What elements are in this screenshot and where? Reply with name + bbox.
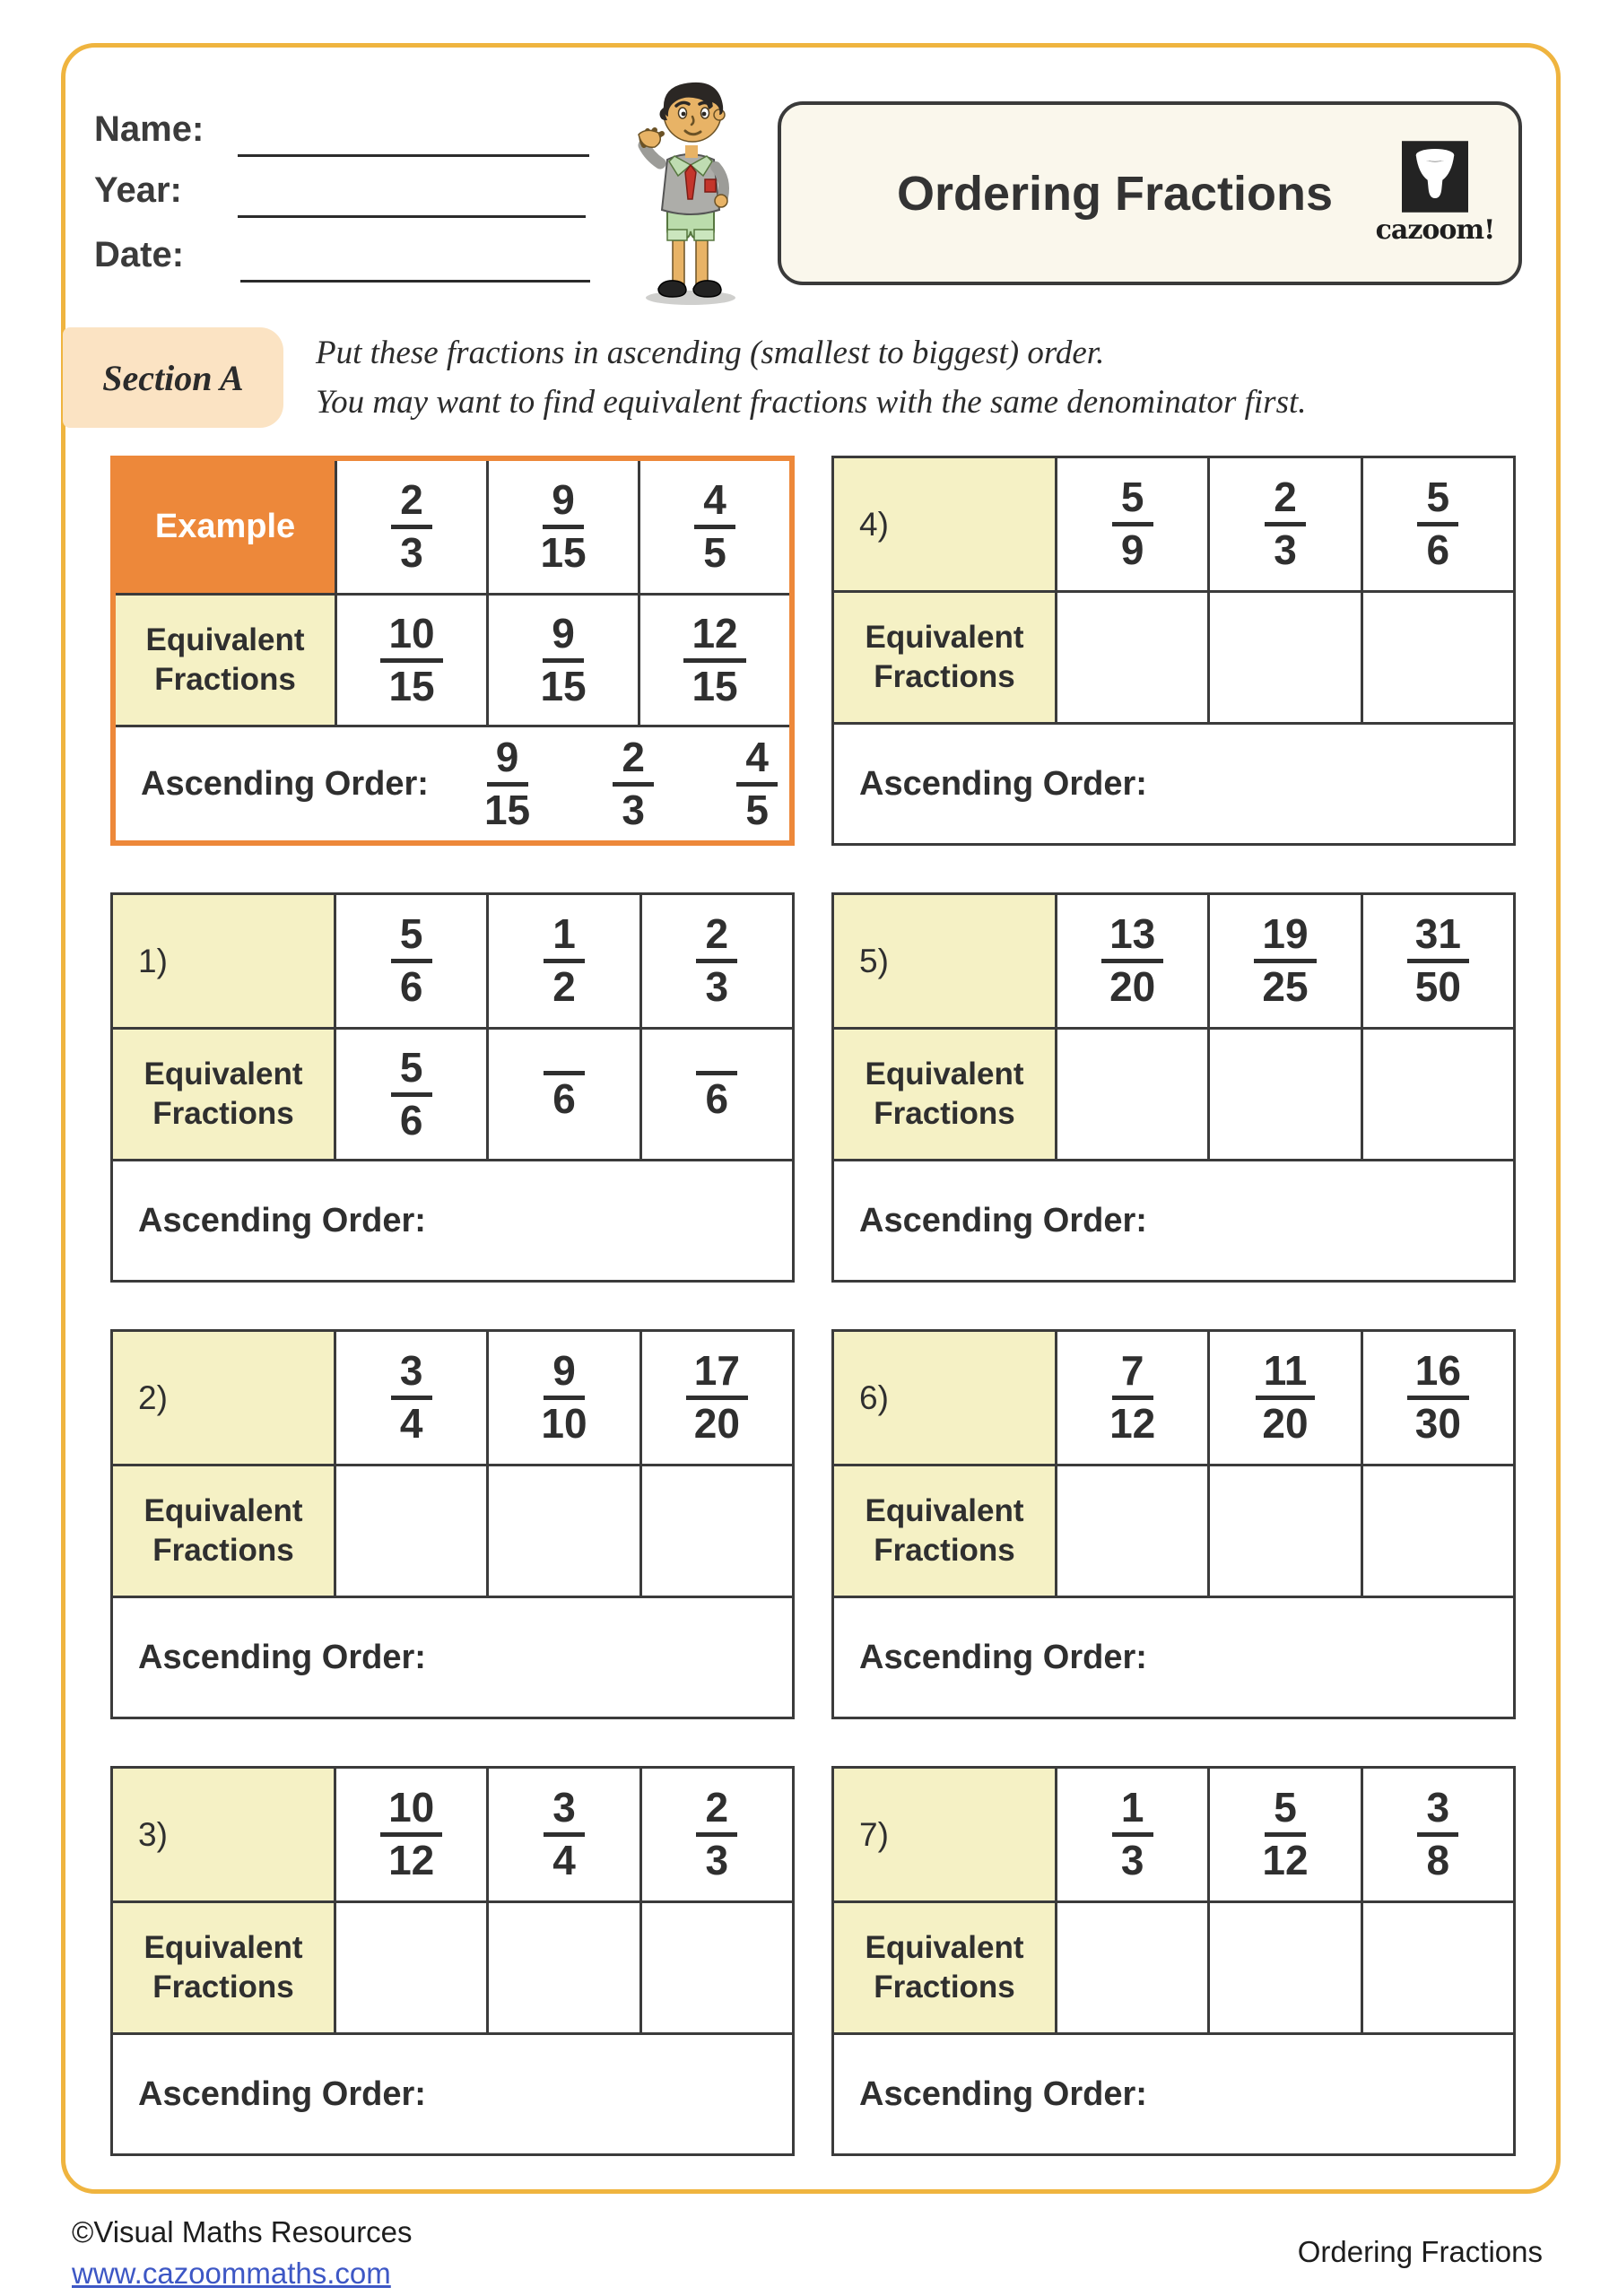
fraction-cell (1055, 1332, 1207, 1464)
fraction-cell (1055, 895, 1207, 1027)
ascending-order-label: Ascending Order: (859, 1638, 1147, 1676)
fraction-numerator: 9 (543, 479, 584, 529)
fraction (1254, 910, 1316, 1010)
instruction-line-2: You may want to find equivalent fractions with the same denominator first. (316, 384, 1307, 421)
fraction (1109, 1347, 1156, 1447)
ascending-order-row[interactable] (834, 722, 1513, 843)
fraction (613, 733, 654, 833)
equivalent-row (113, 1464, 792, 1596)
answer-cell[interactable] (1361, 593, 1513, 722)
equivalent-fractions-label: Equivalent Fractions (116, 596, 335, 725)
fraction-numerator (696, 1068, 737, 1075)
fraction (1417, 1784, 1458, 1883)
fraction (380, 1784, 442, 1883)
fraction-numerator: 5 (1417, 476, 1458, 526)
answer-cell[interactable] (639, 1903, 792, 2032)
fractions-row (834, 1769, 1513, 1900)
fraction-numerator: 16 (1407, 1350, 1469, 1400)
fraction-numerator: 31 (1407, 913, 1469, 963)
fraction-denominator: 50 (1414, 963, 1461, 1010)
ascending-order-answer (483, 733, 778, 833)
footer-doc-title: Ordering Fractions (1297, 2235, 1543, 2268)
fraction-numerator: 11 (1256, 1350, 1316, 1400)
fraction-numerator: 3 (391, 1350, 432, 1400)
answer-cell[interactable] (1055, 1466, 1207, 1596)
fraction-cell (639, 895, 792, 1027)
section-a-label: Section A (102, 357, 244, 398)
fraction-cell (486, 461, 638, 593)
fraction-denominator: 3 (622, 786, 645, 833)
year-line[interactable] (238, 215, 586, 218)
answer-cell[interactable] (1055, 1030, 1207, 1159)
fraction-denominator: 10 (541, 1400, 587, 1447)
ascending-order-label: Ascending Order: (859, 2074, 1147, 2113)
name-row (94, 106, 204, 152)
fraction (391, 1043, 432, 1144)
fraction-denominator: 15 (540, 529, 587, 576)
fraction (696, 910, 737, 1010)
fraction-cell (334, 895, 486, 1027)
equivalent-fractions-label: Equivalent Fractions (834, 1030, 1055, 1159)
fraction-denominator: 2 (552, 963, 576, 1010)
ascending-order-row[interactable] (834, 2032, 1513, 2153)
fraction-numerator: 4 (694, 479, 735, 529)
fraction-denominator: 20 (1262, 1400, 1309, 1447)
fraction (1417, 476, 1458, 572)
fraction-cell (1361, 1769, 1513, 1900)
fraction-denominator: 3 (1120, 1837, 1144, 1883)
fractions-row (113, 895, 792, 1027)
question-table-q6 (831, 1329, 1516, 1719)
fraction (483, 733, 531, 833)
fraction-denominator: 12 (1262, 1837, 1309, 1883)
fraction-numerator: 19 (1254, 913, 1316, 963)
fraction-denominator: 6 (399, 1096, 423, 1144)
question-number-label: 6) (834, 1332, 1055, 1464)
date-row (94, 231, 184, 278)
copyright-text: ©Visual Maths Resources (72, 2215, 413, 2248)
fraction-denominator: 3 (1274, 526, 1297, 573)
fraction (544, 1784, 585, 1883)
answer-cell[interactable] (1361, 1466, 1513, 1596)
fraction-cell (639, 1769, 792, 1900)
equivalent-row (116, 593, 789, 725)
fraction-numerator: 5 (1112, 476, 1153, 526)
answer-cell[interactable] (1055, 1903, 1207, 2032)
fraction-denominator: 3 (705, 963, 729, 1010)
fraction-denominator: 25 (1262, 963, 1309, 1010)
fractions-row (834, 458, 1513, 590)
fraction-cell (1207, 458, 1360, 590)
fraction-numerator: 2 (696, 913, 737, 963)
ascending-order-label: Ascending Order: (138, 1201, 426, 1239)
fractions-row (113, 1332, 792, 1464)
fraction-cell (1207, 1769, 1360, 1900)
fraction-numerator: 9 (543, 613, 584, 663)
fraction-denominator: 6 (705, 1074, 729, 1122)
fraction-numerator: 9 (487, 736, 528, 787)
logo-wordmark: cazoom! (1375, 214, 1495, 246)
fraction-denominator: 3 (400, 529, 423, 576)
question-number-label: 1) (113, 895, 334, 1027)
website-link[interactable]: www.cazoommaths.com (72, 2257, 391, 2290)
answer-cell[interactable] (1207, 1903, 1360, 2032)
fraction (694, 476, 735, 576)
year-row (94, 167, 182, 213)
fraction-cell (486, 1332, 639, 1464)
fraction-denominator: 9 (1120, 526, 1144, 573)
fraction-denominator: 20 (693, 1400, 740, 1447)
ascending-order-row[interactable] (113, 1159, 792, 1280)
answer-cell[interactable] (334, 1903, 486, 2032)
fraction-cell (1361, 895, 1513, 1027)
fraction-numerator: 2 (1265, 476, 1306, 526)
ascending-order-row[interactable] (834, 1159, 1513, 1280)
equivalent-row (834, 1027, 1513, 1159)
question-table-q5 (831, 892, 1516, 1283)
example-label: Example (116, 461, 335, 593)
name-line[interactable] (238, 154, 589, 157)
fraction-denominator: 6 (552, 1074, 576, 1122)
fraction-numerator: 5 (391, 1047, 432, 1097)
date-line[interactable] (240, 280, 590, 283)
answer-cell[interactable] (639, 1466, 792, 1596)
fraction-cell (486, 596, 638, 725)
fraction-numerator: 3 (544, 1787, 585, 1837)
fraction-cell (1207, 895, 1360, 1027)
answer-cell[interactable] (1361, 1903, 1513, 2032)
equivalent-row (113, 1027, 792, 1159)
ascending-order-row[interactable] (113, 1596, 792, 1717)
fraction-denominator: 6 (1426, 526, 1450, 573)
fraction (686, 1347, 748, 1447)
fraction-numerator: 5 (391, 913, 432, 963)
fraction-numerator: 1 (544, 913, 585, 963)
fraction (696, 1068, 737, 1121)
fraction-numerator: 9 (544, 1350, 585, 1400)
fraction-cell (335, 596, 486, 725)
tables-grid (110, 456, 1516, 2156)
fraction-cell (1361, 1332, 1513, 1464)
answer-cell[interactable] (486, 1466, 639, 1596)
fraction-numerator: 2 (696, 1787, 737, 1837)
fraction (544, 910, 585, 1010)
equivalent-fractions-label: Equivalent Fractions (834, 1466, 1055, 1596)
fraction-cell[interactable] (334, 1030, 486, 1159)
fraction-denominator: 3 (705, 1837, 729, 1883)
section-instructions (316, 328, 1307, 427)
question-number-label: 3) (113, 1769, 334, 1900)
ascending-order-label: Ascending Order: (859, 1201, 1147, 1239)
fraction (391, 1347, 432, 1447)
equivalent-row (834, 590, 1513, 722)
fraction-cell (334, 1769, 486, 1900)
fraction (683, 609, 745, 709)
fraction-denominator: 15 (692, 662, 738, 709)
answer-cell[interactable] (486, 1903, 639, 2032)
footer-left (72, 2212, 413, 2294)
fraction-cell (335, 461, 486, 593)
question-number-label: 7) (834, 1769, 1055, 1900)
fraction (541, 1347, 587, 1447)
question-table-q4 (831, 456, 1516, 846)
fraction-numerator: 10 (380, 1787, 442, 1837)
fraction-numerator: 5 (1265, 1787, 1306, 1837)
question-table-q3 (110, 1766, 795, 2156)
fraction-numerator: 13 (1101, 913, 1163, 963)
fraction (380, 609, 442, 709)
fraction-numerator: 2 (613, 736, 654, 787)
fraction-denominator: 4 (552, 1837, 576, 1883)
answer-cell[interactable] (1055, 593, 1207, 722)
fraction-numerator: 2 (391, 479, 432, 529)
fraction-denominator: 15 (483, 786, 531, 833)
ascending-order-label: Ascending Order: (859, 764, 1147, 803)
fraction (391, 910, 432, 1010)
fractions-row (116, 461, 789, 593)
year-label: Year: (94, 170, 182, 210)
fraction-cell (638, 461, 789, 593)
fraction-cell (638, 596, 789, 725)
question-number-label: 4) (834, 458, 1055, 590)
fraction (736, 733, 778, 833)
title-box (778, 101, 1522, 285)
fraction-denominator: 30 (1414, 1400, 1461, 1447)
name-label: Name: (94, 109, 204, 149)
fractions-row (834, 1332, 1513, 1464)
fraction (1262, 1784, 1309, 1883)
fraction-cell (1361, 458, 1513, 590)
fraction-denominator: 20 (1109, 963, 1156, 1010)
fraction-cell[interactable] (639, 1030, 792, 1159)
fraction-denominator: 15 (388, 662, 435, 709)
equivalent-row (113, 1900, 792, 2032)
question-table-example (110, 456, 795, 846)
fraction-denominator: 5 (703, 529, 726, 576)
question-number-label: 2) (113, 1332, 334, 1464)
fraction-cell[interactable] (486, 1030, 639, 1159)
fraction (540, 476, 587, 576)
fraction-numerator: 1 (1112, 1787, 1153, 1837)
fraction-cell (334, 1332, 486, 1464)
question-table-q7 (831, 1766, 1516, 2156)
equivalent-fractions-label: Equivalent Fractions (113, 1466, 334, 1596)
fraction (544, 1068, 585, 1121)
ascending-order-row (116, 725, 789, 840)
question-table-q1 (110, 892, 795, 1283)
equivalent-fractions-label: Equivalent Fractions (834, 1903, 1055, 2032)
fraction-cell (1055, 458, 1207, 590)
fraction-denominator: 6 (399, 963, 423, 1010)
fraction-numerator: 12 (683, 613, 745, 663)
question-table-q2 (110, 1329, 795, 1719)
page-title: Ordering Fractions (896, 166, 1334, 221)
ascending-order-row[interactable] (834, 1596, 1513, 1717)
section-a-badge (63, 327, 283, 428)
fraction (1407, 1347, 1469, 1447)
cazoom-logo (1375, 141, 1495, 246)
equivalent-fractions-label: Equivalent Fractions (834, 593, 1055, 722)
fraction (1112, 1784, 1153, 1883)
date-label: Date: (94, 234, 185, 274)
answer-cell[interactable] (334, 1466, 486, 1596)
student-cartoon (626, 63, 752, 307)
fraction (1101, 910, 1163, 1010)
fraction (1265, 476, 1306, 572)
fractions-row (834, 895, 1513, 1027)
fraction (1256, 1347, 1316, 1447)
fraction-denominator: 15 (540, 662, 587, 709)
equivalent-fractions-label: Equivalent Fractions (113, 1030, 334, 1159)
fraction-denominator: 12 (388, 1837, 435, 1883)
ascending-order-label: Ascending Order: (141, 764, 429, 803)
fraction-denominator: 8 (1426, 1837, 1450, 1883)
fraction (391, 476, 432, 576)
fraction-numerator: 7 (1112, 1350, 1153, 1400)
fraction-numerator: 17 (686, 1350, 748, 1400)
fraction-cell (486, 895, 639, 1027)
fractions-row (113, 1769, 792, 1900)
answer-cell[interactable] (1207, 1466, 1360, 1596)
question-number-label: 5) (834, 895, 1055, 1027)
answer-cell[interactable] (1207, 1030, 1360, 1159)
answer-cell[interactable] (1207, 593, 1360, 722)
ascending-order-row[interactable] (113, 2032, 792, 2153)
equivalent-fractions-label: Equivalent Fractions (113, 1903, 334, 2032)
fraction-cell (1207, 1332, 1360, 1464)
fraction-numerator (544, 1068, 585, 1075)
answer-cell[interactable] (1361, 1030, 1513, 1159)
fraction-denominator: 4 (399, 1400, 423, 1447)
fraction-cell (1055, 1769, 1207, 1900)
fraction-numerator: 3 (1417, 1787, 1458, 1837)
djembe-drum-icon (1402, 141, 1468, 213)
fraction (1407, 910, 1469, 1010)
ascending-order-label: Ascending Order: (138, 2074, 426, 2113)
fraction (1112, 476, 1153, 572)
fraction-numerator: 4 (736, 736, 778, 787)
instruction-line-1: Put these fractions in ascending (smallest to biggest) order. (316, 335, 1105, 371)
fraction (540, 609, 587, 709)
fraction-denominator: 12 (1109, 1400, 1156, 1447)
equivalent-row (834, 1464, 1513, 1596)
fraction-denominator: 5 (745, 786, 769, 833)
equivalent-row (834, 1900, 1513, 2032)
fraction-cell (486, 1769, 639, 1900)
fraction (696, 1784, 737, 1883)
fraction-numerator: 10 (380, 613, 442, 663)
ascending-order-label: Ascending Order: (138, 1638, 426, 1676)
fraction-cell (639, 1332, 792, 1464)
